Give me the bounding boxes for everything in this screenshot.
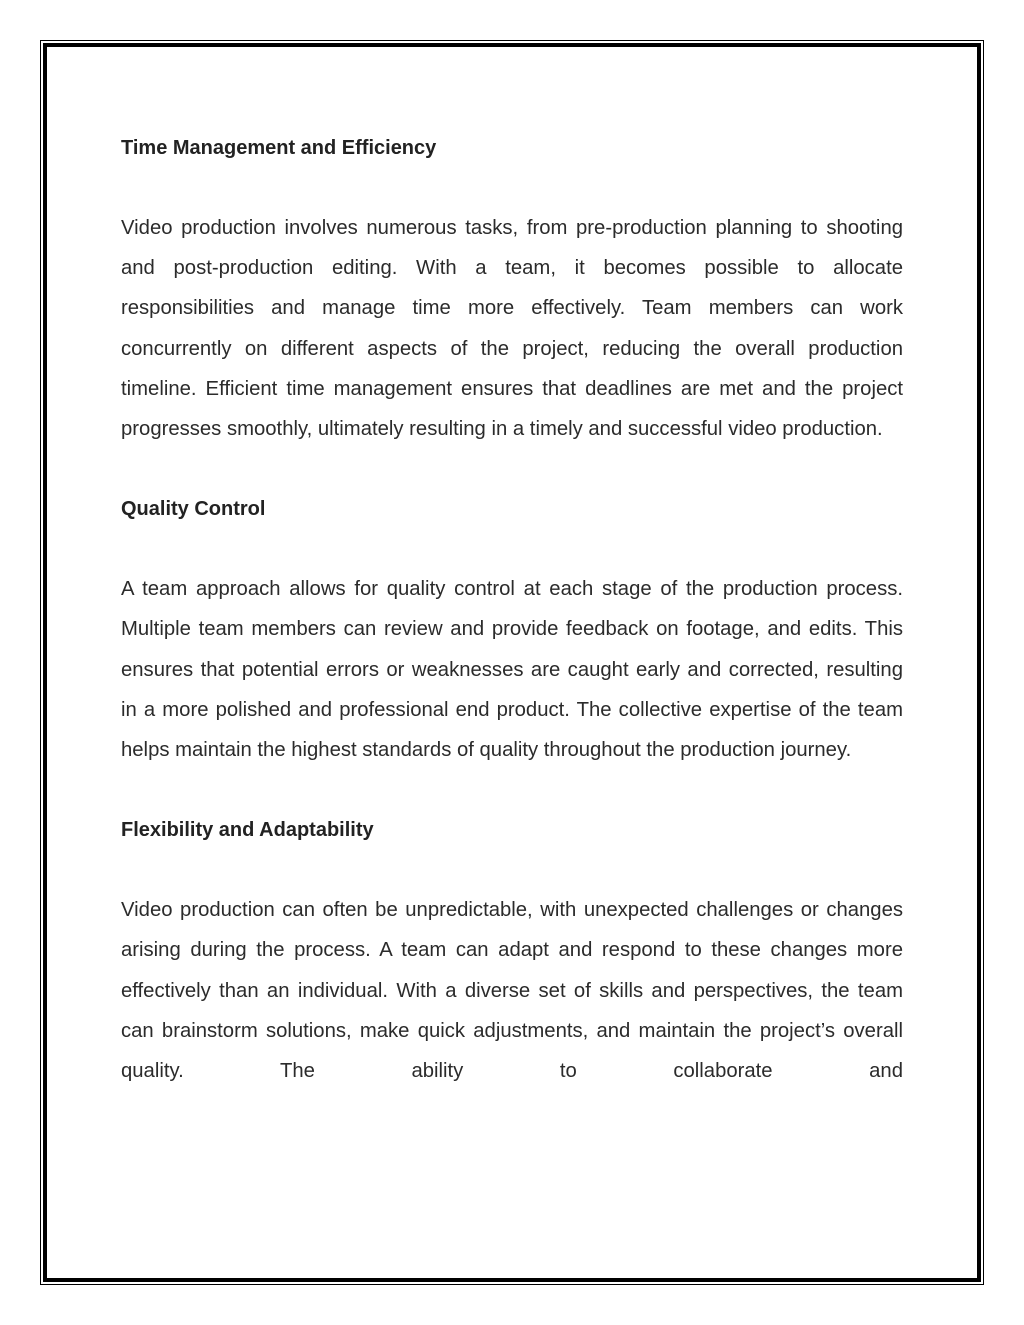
document-content (121, 128, 903, 1091)
section-heading-time-management: Time Management and Efficiency (121, 137, 437, 159)
section-heading-quality-control: Quality Control (121, 498, 266, 521)
section-heading-flexibility: Flexibility and Adaptability (121, 819, 374, 842)
section-body-time-management: Video production involves numerous tasks, from pre-production planning to shooting and post-production editing. With a team, it becomes possible to allocate responsibilities and manage time more effectively. Team members can work concurrently on different aspects of the project, reducing the overall production timeline. Efficient time management ensures that deadlines are met and the project progresses smoothly, ultimately resulting in a timely and successful video production. (121, 217, 903, 441)
section-body-quality-control: A team approach allows for quality control at each stage of the production process. Multiple team members can review and provide feedback on footage, and edits. This ensures that potential errors or weaknesses are caught early and corrected, resulting in a more polished and professional end product. The collective expertise of the team helps maintain the highest standards of quality throughout the production journey. (121, 578, 903, 762)
section-body-flexibility: Video production can often be unpredictable, with unexpected challenges or changes arising during the process. A team can adapt and respond to these changes more effectively than an individual. With a diverse set of skills and perspectives, the team can brainstorm solutions, make quick adjustments, and maintain the project’s overall quality. The ability to collaborate and (121, 899, 903, 1083)
